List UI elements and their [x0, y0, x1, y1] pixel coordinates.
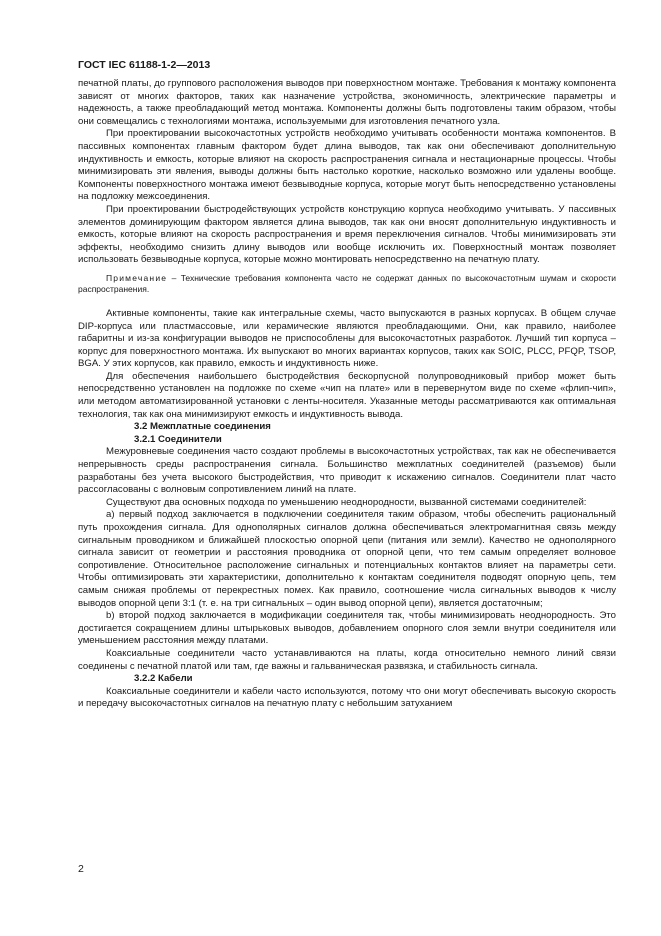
paragraph: печатной платы, до группового расположения выводов при поверхностном монтаже. Требования к монтажу компонента зависят от многих факторов, таких как назначение устройства, экономичность, электрические параметры и надежность, а также преобладающий метод монтажа. Компоненты должны быть подготовлены таким образом, чтобы они совмещались с технологиями монтажа, используемыми для изготовления печатного узла. — [78, 78, 616, 127]
standard-header: ГОСТ IEC 61188-1-2—2013 — [78, 59, 211, 71]
paragraph: Для обеспечения наибольшего быстродействия бескорпусной полупроводниковый прибор может быть непосредственно установлен на подложке по схеме «чип на плате» или в перевернутом виде по схеме «флип-чип», или методом автоматизированной установки с ленты-носителя. Указанные методы рассматриваются как оптимальная технология, так как она минимизируют емкость и индуктивность вывода. — [78, 370, 616, 420]
paragraph: Межуровневые соединения часто создают проблемы в высокочастотных устройствах, так как не обеспечивается непрерывность среды распространения сигнала. Большинство межплатных соединителей (разъемов) были разработаны без учета высокого быстродействия, что приводит к искажению сигналов. Соединители плат часто рассогласованы с волновым сопротивлением линий на плате. — [78, 446, 616, 496]
section-heading-3-2-2: 3.2.2 Кабели — [134, 673, 193, 685]
paragraph: Коаксиальные соединители часто устанавливаются на платы, когда относительно немного линий связи соединены с печатной платой или там, где важны и гальваническая развязка, и стабильность сигнала. — [78, 647, 616, 672]
paragraph: Коаксиальные соединители и кабели часто используются, потому что они могут обеспечивать высокую скорость и передачу высокочастотных сигналов на печатную плату с небольшим затуханием — [78, 685, 616, 710]
document-body — [78, 78, 616, 711]
paragraph: Активные компоненты, такие как интегральные схемы, часто выпускаются в разных корпусах. В общем случае DIP-корпуса или пластмассовые, или керамические являются преобладающими. Они, как правило, наиболее габаритны и из-за конфигурации выводов не приспособлены для высокочастотных разработок. Лучший тип корпуса – корпус для поверхностного монтажа. Их выпускают во многих вариантах корпусов, таких как SOIC, PLCC, PFQP, TSOP, BGA. У этих корпусов, как правило, емкость и индуктивность ниже. — [78, 307, 616, 370]
note-text: – Технические требования компонента часто не содержат данных по высокочастотным шумам и скорости распространения. — [78, 272, 616, 295]
section-heading-3-2-1: 3.2.1 Соединители — [134, 433, 222, 445]
note — [78, 273, 616, 296]
document-page — [78, 58, 616, 711]
paragraph: При проектировании быстродействующих устройств конструкцию корпуса необходимо учитывать. У пассивных элементов доминирующим фактором является длина выводов, так как они вносят дополнительную индуктивность и емкость, которые влияют на скорость распространения и время переключения сигналов. Чтобы минимизировать эти эффекты, необходимо снизить длину выводов или вообще исключить их. Поверхностный монтаж позволяет использовать безвыводные корпуса, которые можно монтировать непосредственно на печатную плату. — [78, 203, 616, 266]
section-heading-3-2: 3.2 Межплатные соединения — [134, 421, 271, 433]
paragraph: При проектировании высокочастотных устройств необходимо учитывать особенности монтажа компонентов. В пассивных компонентах главным фактором будет длина выводов, так как они обеспечивают дополнительную индуктивность и емкость, которые влияют на скорость распространения сигнала и нестационарные процессы. Чтобы минимизировать эти явления, выводы должны быть настолько короткие, насколько возможно или удалены вообще. Компоненты поверхностного монтажа имеют безвыводные корпуса, которые могут быть непосредственно установлены на подложку межсоединения. — [78, 128, 616, 203]
page-number: 2 — [78, 863, 84, 875]
list-item-b: b) второй подход заключается в модификации соединителя так, чтобы минимизировать неоднородность. Это достигается сокращением длины штырьковых выводов, добавлением опорного слоя земли внутри соединителя или уменьшением расстояния между платами. — [78, 610, 616, 647]
list-item-a: а) первый подход заключается в подключении соединителя таким образом, чтобы обеспечить рациональный путь прохождения сигнала. Для однополярных сигналов должна обеспечиваться электромагнитная связь между сигнальным проводником и ближайшей плоскостью опорной цепи (питания или земли). Качество не однополярного сигнала зависит от геометрии и расстояния проводника от опорной цепи, что тем самым определяет волновое сопротивление. Относительное расположение сигнальных и потенциальных контактов влияет на параметры сети. Чтобы оптимизировать эти характеристики, дополнительно к контактам соединителя подводят опорную цепь, тем самым снижая проблемы от перекрестных помех. Как правило, соотношение числа сигнальных выводов к числу выводов опорной цепи 3:1 (т. е. на три сигнальных – один вывод опорной цепи), является достаточным; — [78, 509, 616, 609]
paragraph: Существуют два основных подхода по уменьшению неоднородности, вызванной системами соединителей: — [106, 496, 587, 508]
note-label: Примечание — [106, 272, 168, 283]
